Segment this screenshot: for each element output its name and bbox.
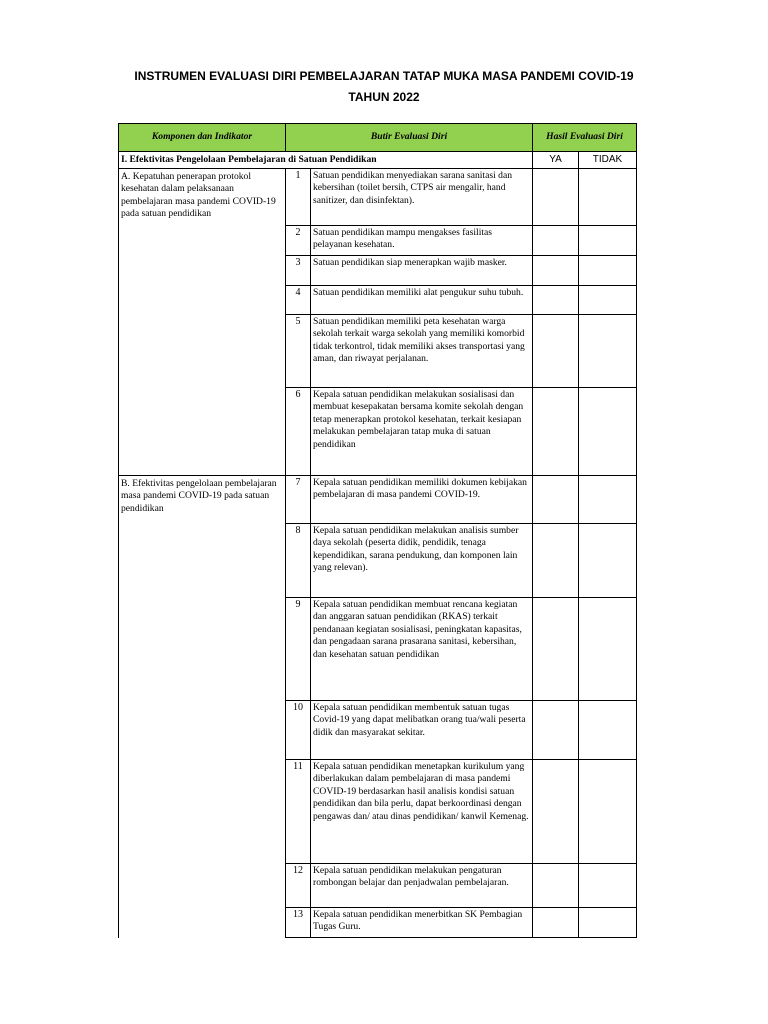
answer-ya-cell[interactable] [533, 169, 579, 226]
item-number: 12 [286, 864, 311, 908]
item-number: 1 [286, 169, 311, 226]
title-line-1: INSTRUMEN EVALUASI DIRI PEMBELAJARAN TATAP MUKA MASA PANDEMI COVID-19 [134, 69, 634, 83]
answer-tidak-cell[interactable] [579, 286, 637, 315]
answer-tidak-cell[interactable] [579, 760, 637, 864]
section-label: I. Efektivitas Pengelolaan Pembelajaran di Satuan Pendidikan [119, 152, 533, 169]
answer-ya-cell[interactable] [533, 256, 579, 286]
item-text: Satuan pendidikan mampu mengakses fasilitas pelayanan kesehatan. [311, 226, 533, 256]
item-text: Satuan pendidikan memiliki peta kesehatan warga sekolah terkait warga sekolah yang memiliki komorbid tidak terkontrol, tidak memiliki akses transportasi yang aman, dan riwayat perjalanan. [311, 315, 533, 388]
answer-ya-cell[interactable] [533, 701, 579, 760]
item-number: 3 [286, 256, 311, 286]
table-row [119, 476, 637, 524]
item-number: 7 [286, 476, 311, 524]
header-komponen: Komponen dan Indikator [119, 124, 286, 152]
answer-tidak-cell[interactable] [579, 598, 637, 701]
item-number: 10 [286, 701, 311, 760]
evaluation-table [118, 123, 637, 938]
item-text: Kepala satuan pendidikan membentuk satuan tugas Covid-19 yang dapat melibatkan orang tua/wali peserta didik dan masyarakat sekitar. [311, 701, 533, 760]
header-butir: Butir Evaluasi Diri [286, 124, 533, 152]
item-number: 4 [286, 286, 311, 315]
section-row [119, 152, 637, 169]
answer-ya-cell[interactable] [533, 476, 579, 524]
table-row [119, 169, 637, 226]
item-number: 8 [286, 524, 311, 598]
column-tidak: TIDAK [579, 152, 637, 169]
answer-tidak-cell[interactable] [579, 169, 637, 226]
item-text: Kepala satuan pendidikan menerbitkan SK Pembagian Tugas Guru. [311, 908, 533, 938]
column-ya: YA [533, 152, 579, 169]
answer-ya-cell[interactable] [533, 524, 579, 598]
component-b: B. Efektivitas pengelolaan pembelajaran masa pandemi COVID-19 pada satuan pendidikan [119, 476, 286, 938]
answer-ya-cell[interactable] [533, 598, 579, 701]
header-row [119, 124, 637, 152]
answer-tidak-cell[interactable] [579, 226, 637, 256]
answer-ya-cell[interactable] [533, 286, 579, 315]
item-number: 13 [286, 908, 311, 938]
item-number: 6 [286, 388, 311, 476]
answer-ya-cell[interactable] [533, 226, 579, 256]
item-number: 9 [286, 598, 311, 701]
answer-tidak-cell[interactable] [579, 476, 637, 524]
answer-ya-cell[interactable] [533, 760, 579, 864]
answer-tidak-cell[interactable] [579, 701, 637, 760]
component-a: A. Kepatuhan penerapan protokol kesehatan dalam pelaksanaan pembelajaran masa pandemi COVID-19 pada satuan pendidikan [119, 169, 286, 476]
answer-tidak-cell[interactable] [579, 315, 637, 388]
item-number: 5 [286, 315, 311, 388]
item-text: Satuan pendidikan menyediakan sarana sanitasi dan kebersihan (toilet bersih, CTPS air mengalir, hand sanitizer, dan disinfektan). [311, 169, 533, 226]
answer-ya-cell[interactable] [533, 864, 579, 908]
item-number: 2 [286, 226, 311, 256]
header-hasil: Hasil Evaluasi Diri [533, 124, 637, 152]
item-text: Satuan pendidikan memiliki alat pengukur suhu tubuh. [311, 286, 533, 315]
answer-tidak-cell[interactable] [579, 908, 637, 938]
item-text: Kepala satuan pendidikan membuat rencana kegiatan dan anggaran satuan pendidikan (RKAS) terkait pendanaan kegiatan sosialisasi, peningkatan kapasitas, dan pengadaan sarana prasarana sanitasi, kebersihan, dan kesehatan satuan pendidikan [311, 598, 533, 701]
answer-ya-cell[interactable] [533, 388, 579, 476]
answer-ya-cell[interactable] [533, 908, 579, 938]
item-text: Kepala satuan pendidikan melakukan sosialisasi dan membuat kesepakatan bersama komite sekolah dengan tetap menerapkan protokol kesehatan, terkait kesiapan melakukan pembelajaran tatap muka di satuan pendidikan [311, 388, 533, 476]
answer-tidak-cell[interactable] [579, 864, 637, 908]
item-text: Kepala satuan pendidikan melakukan analisis sumber daya sekolah (peserta didik, pendidik, tenaga kependidikan, sarana pendukung, dan komponen lain yang relevan). [311, 524, 533, 598]
title-line-2: TAHUN 2022 [348, 90, 420, 104]
page-title [0, 66, 768, 108]
answer-ya-cell[interactable] [533, 315, 579, 388]
item-text: Kepala satuan pendidikan melakukan pengaturan rombongan belajar dan penjadwalan pembelajaran. [311, 864, 533, 908]
item-text: Kepala satuan pendidikan menetapkan kurikulum yang diberlakukan dalam pembelajaran di masa pandemi COVID-19 berdasarkan hasil analisis kondisi satuan pendidikan dan bila perlu, dapat berkoordinasi dengan pengawas dan/ atau dinas pendidikan/ kanwil Kemenag. [311, 760, 533, 864]
item-text: Kepala satuan pendidikan memiliki dokumen kebijakan pembelajaran di masa pandemi COVID-19. [311, 476, 533, 524]
answer-tidak-cell[interactable] [579, 256, 637, 286]
item-text: Satuan pendidikan siap menerapkan wajib masker. [311, 256, 533, 286]
item-number: 11 [286, 760, 311, 864]
answer-tidak-cell[interactable] [579, 388, 637, 476]
answer-tidak-cell[interactable] [579, 524, 637, 598]
